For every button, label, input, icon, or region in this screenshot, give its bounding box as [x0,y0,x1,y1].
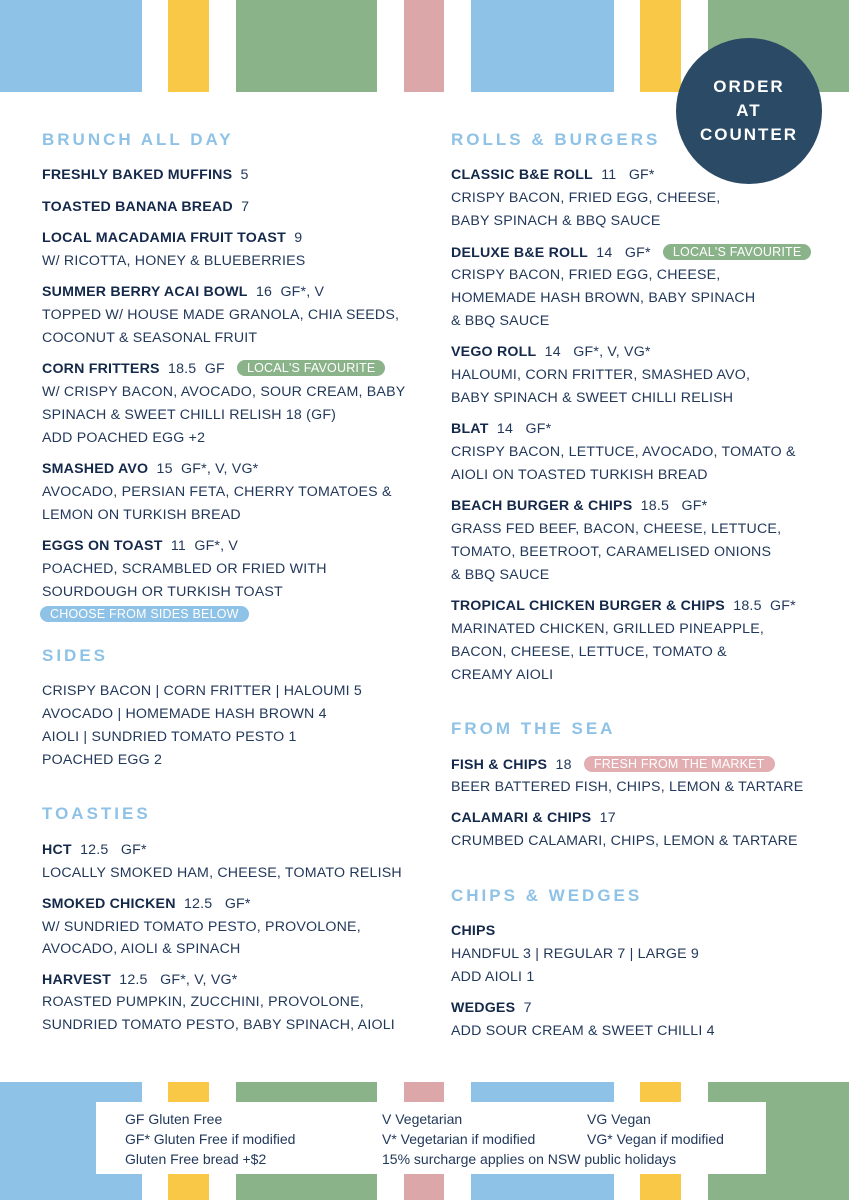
item-name: SMASHED AVO [42,461,149,477]
menu-item-macadamia-toast [42,230,302,246]
item-price: 14 [544,344,561,360]
item-description: BABY SPINACH & BBQ SAUCE [451,213,661,229]
item-price: 11 [601,167,617,183]
item-tags: GF* [681,498,708,514]
legend-gf-modified: GF* Gluten Free if modified [125,1131,296,1147]
item-description: HOMEMADE HASH BROWN, BABY SPINACH [451,290,756,306]
menu-item-eggs-on-toast [42,538,238,554]
item-tags: GF*, V [194,538,239,554]
item-tags: GF* [624,245,651,261]
choose-sides-pill-row [32,606,249,623]
menu-item-beach-burger [451,498,707,514]
stripe-top-yellow-2 [640,0,681,92]
menu-item-tropical-chicken-burger [451,598,796,614]
item-tags: GF [204,361,225,377]
menu-item-smashed-avo [42,461,258,477]
menu-item-wedges [451,1000,532,1016]
item-name: LOCAL MACADAMIA FRUIT TOAST [42,230,286,246]
item-tags: GF* [224,896,251,912]
item-description: GRASS FED BEEF, BACON, CHEESE, LETTUCE, [451,521,782,537]
item-description: LOCALLY SMOKED HAM, CHEESE, TOMATO RELISH [42,865,402,881]
item-price: 12.5 [80,842,109,858]
item-description: CRISPY BACON, LETTUCE, AVOCADO, TOMATO & [451,444,796,460]
item-description: COCONUT & SEASONAL FRUIT [42,330,258,346]
item-description: SOURDOUGH OR TURKISH TOAST [42,584,283,600]
item-description: ADD SOUR CREAM & SWEET CHILLI 4 [451,1023,715,1039]
legend-vg-modified: VG* Vegan if modified [587,1131,724,1147]
item-description: MARINATED CHICKEN, GRILLED PINEAPPLE, [451,621,765,637]
item-description: BEER BATTERED FISH, CHIPS, LEMON & TARTARE [451,779,804,795]
locals-favourite-pill: LOCAL'S FAVOURITE [663,244,812,260]
item-description: AVOCADO, PERSIAN FETA, CHERRY TOMATOES & [42,484,392,500]
item-description: AVOCADO, AIOLI & SPINACH [42,941,241,957]
menu-item-harvest [42,972,237,988]
item-name: CLASSIC B&E ROLL [451,167,593,183]
menu-item-fish-chips [451,756,775,773]
item-tags: GF*, V, VG* [573,344,651,360]
sides-line: CRISPY BACON | CORN FRITTER | HALOUMI 5 [42,683,362,699]
item-price: 12.5 [119,972,148,988]
item-description: CRUMBED CALAMARI, CHIPS, LEMON & TARTARE [451,833,798,849]
item-name: WEDGES [451,1000,516,1016]
item-price: 12.5 [183,896,213,912]
item-name: TROPICAL CHICKEN BURGER & CHIPS [451,598,725,614]
menu-item-classic-be-roll [451,167,655,183]
legend-v-modified: V* Vegetarian if modified [382,1131,536,1147]
stripe-top-blue-1 [0,0,142,92]
item-description: BACON, CHEESE, LETTUCE, TOMATO & [451,644,727,660]
menu-item-corn-fritters [42,360,385,377]
item-name: CHIPS [451,923,496,939]
item-price: 7 [523,1000,532,1016]
item-price: 14 [596,245,613,261]
legend-surcharge: 15% surcharge applies on NSW public holidays [382,1151,677,1167]
locals-favourite-pill: LOCAL'S FAVOURITE [237,360,386,376]
choose-sides-pill: CHOOSE FROM SIDES BELOW [40,606,249,622]
item-description: ROASTED PUMPKIN, ZUCCHINI, PROVOLONE, [42,994,364,1010]
sides-line: POACHED EGG 2 [42,752,163,768]
item-tags: GF* [120,842,147,858]
legend-gf: GF Gluten Free [125,1111,223,1127]
sides-line: AIOLI | SUNDRIED TOMATO PESTO 1 [42,729,297,745]
item-price: 11 [170,538,187,554]
item-tags: GF*, V [280,284,325,300]
item-description: POACHED, SCRAMBLED OR FRIED WITH [42,561,327,577]
item-price: 18.5 [733,598,762,614]
section-title-rolls-burgers: ROLLS & BURGERS [451,130,661,149]
legend-gf-bread: Gluten Free bread +$2 [125,1151,267,1167]
menu-item-banana-bread [42,199,249,215]
item-price: 7 [241,199,250,215]
item-name: BLAT [451,421,489,437]
item-price: 14 [496,421,514,437]
item-description: LEMON ON TURKISH BREAD [42,507,241,523]
badge-line-2: AT [736,101,762,120]
item-name: HARVEST [42,972,111,988]
item-description: ADD AIOLI 1 [451,969,535,985]
item-tags: GF* [769,598,796,614]
legend-vg: VG Vegan [587,1111,651,1127]
item-description: CRISPY BACON, FRIED EGG, CHEESE, [451,190,721,206]
item-name: EGGS ON TOAST [42,538,163,554]
section-title-chips-wedges: CHIPS & WEDGES [451,886,643,905]
menu-item-muffins [42,167,249,183]
item-name: FRESHLY BAKED MUFFINS [42,167,233,183]
item-name: DELUXE B&E ROLL [451,245,588,261]
legend-v: V Vegetarian [382,1111,463,1127]
section-title-sides: SIDES [42,646,109,665]
item-name: TOASTED BANANA BREAD [42,199,233,215]
menu-item-acai-bowl [42,284,324,300]
item-description: HALOUMI, CORN FRITTER, SMASHED AVO, [451,367,751,383]
badge-line-1: ORDER [713,77,785,96]
item-description: CREAMY AIOLI [451,667,554,683]
section-title-brunch: BRUNCH ALL DAY [42,130,234,149]
stripe-top-yellow-1 [168,0,209,92]
menu-item-deluxe-be-roll [451,244,811,261]
stripe-top-blue-2 [471,0,614,92]
item-price: 16 [255,284,273,300]
badge-line-3: COUNTER [699,125,799,144]
item-tags: GF* [525,421,552,437]
item-description: ADD POACHED EGG +2 [42,430,206,446]
item-price: 5 [240,167,249,183]
item-price: 9 [294,230,303,246]
item-name: CORN FRITTERS [42,361,160,377]
menu-item-hct [42,842,147,858]
item-description: CRISPY BACON, FRIED EGG, CHEESE, [451,267,721,283]
item-name: CALAMARI & CHIPS [451,810,592,826]
item-name: VEGO ROLL [451,344,537,360]
item-tags: GF* [628,167,655,183]
menu-item-smoked-chicken [42,896,251,912]
item-description: & BBQ SAUCE [451,567,550,583]
item-description: & BBQ SAUCE [451,313,550,329]
menu-item-calamari-chips [451,810,616,826]
item-description: W/ SUNDRIED TOMATO PESTO, PROVOLONE, [42,919,361,935]
stripe-top-pink-1 [404,0,444,92]
item-description: HANDFUL 3 | REGULAR 7 | LARGE 9 [451,946,699,962]
item-description: TOMATO, BEETROOT, CARAMELISED ONIONS [451,544,772,560]
item-tags: GF*, V, VG* [181,461,259,477]
item-description: TOPPED W/ HOUSE MADE GRANOLA, CHIA SEEDS, [42,307,400,323]
item-price: 15 [156,461,173,477]
item-price: 18 [555,757,572,773]
item-price: 17 [599,810,616,826]
item-description: SPINACH & SWEET CHILLI RELISH 18 (GF) [42,407,337,423]
menu-item-vego-roll [451,344,651,360]
item-tags: GF*, V, VG* [160,972,238,988]
item-description: W/ CRISPY BACON, AVOCADO, SOUR CREAM, BABY [42,384,406,400]
menu-item-blat [451,421,551,437]
section-title-toasties: TOASTIES [42,804,151,823]
menu-item-chips [451,923,495,939]
item-name: HCT [42,842,72,858]
item-description: W/ RICOTTA, HONEY & BLUEBERRIES [42,253,306,269]
stripe-top-green-1 [236,0,377,92]
item-name: FISH & CHIPS [451,757,548,773]
section-title-from-the-sea: FROM THE SEA [451,719,616,738]
fresh-from-market-pill: FRESH FROM THE MARKET [584,756,775,772]
item-name: SUMMER BERRY ACAI BOWL [42,284,248,300]
item-name: SMOKED CHICKEN [42,896,176,912]
item-price: 18.5 [167,361,197,377]
item-name: BEACH BURGER & CHIPS [451,498,633,514]
item-price: 18.5 [640,498,670,514]
item-description: SUNDRIED TOMATO PESTO, BABY SPINACH, AIOLI [42,1017,395,1033]
item-description: BABY SPINACH & SWEET CHILLI RELISH [451,390,734,406]
order-at-counter-badge [676,38,822,184]
dietary-legend [96,1102,766,1174]
item-description: AIOLI ON TOASTED TURKISH BREAD [451,467,708,483]
sides-line: AVOCADO | HOMEMADE HASH BROWN 4 [42,706,327,722]
